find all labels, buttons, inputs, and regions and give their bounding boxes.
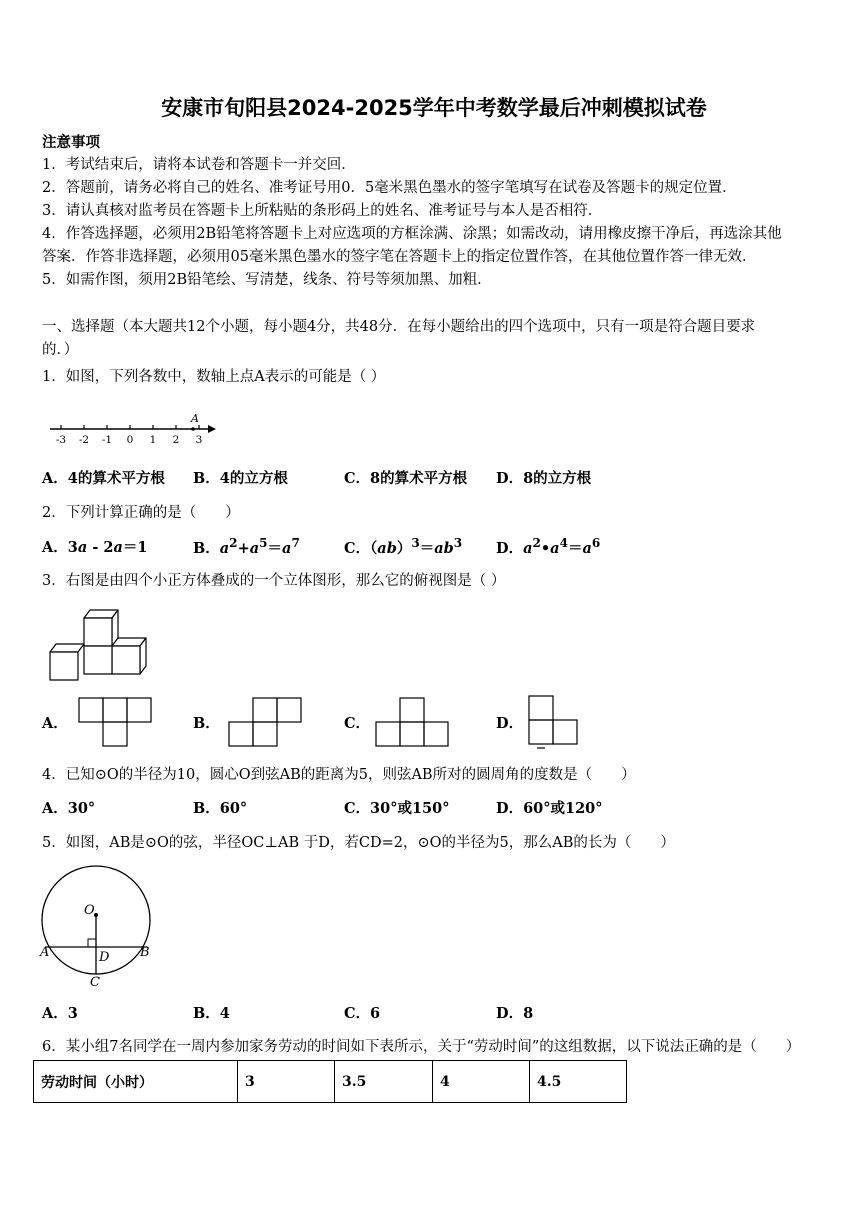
q5-option-a: A．3 xyxy=(42,1005,78,1022)
q2-option-c: C．$(ab)^3=ab^3$ xyxy=(344,536,463,557)
section-line: 一、选择题（本大题共12个小题，每小题4分，共48分．在每小题给出的四个选项中，只有一项是符合题目要求 xyxy=(42,319,756,335)
notice-item: 2．答题前，请务必将自己的姓名、准考证号用0．5毫米黑色墨水的签字笔填写在试卷及答题卡的规定位置． xyxy=(42,180,737,196)
tick-label: 3 xyxy=(195,434,203,446)
q2-option-d: D．$a^2•a^4=a^6$ xyxy=(496,536,601,557)
tick-label: -2 xyxy=(78,434,90,446)
q3-option-c-figure xyxy=(375,697,451,748)
notice-item: 4．作答选择题，必须用2B铅笔将答题卡上对应选项的方框涂满、涂黑；如需改动，请用橡皮擦干净后，再选涂其他 xyxy=(42,226,782,242)
table-cell: 劳动时间（小时） xyxy=(34,1061,238,1103)
q2-option-a: A．3a - 2a＝1 xyxy=(42,539,148,556)
label-d: D xyxy=(99,950,110,965)
tick-label: -1 xyxy=(101,434,113,446)
notice-heading: 注意事项 xyxy=(42,134,100,151)
q5-option-b: B．4 xyxy=(193,1005,230,1022)
q3-option-d-label: D． xyxy=(496,715,524,732)
notice-item: 1．考试结束后，请将本试卷和答题卡一并交回． xyxy=(42,157,356,173)
tick-label: 0 xyxy=(126,434,134,446)
page-title: 安康市旬阳县2024-2025学年中考数学最后冲刺模拟试卷 xyxy=(161,96,707,120)
q6-stem: 6．某小组7名同学在一周内参加家务劳动的时间如下表所示，关于“劳动时间”的这组数据，以下说法正确的是（ ） xyxy=(42,1039,801,1055)
notice-item: 5．如需作图，须用2B铅笔绘、写清楚，线条、符号等须加黑、加粗． xyxy=(42,272,492,288)
q1-option-d: D．8的立方根 xyxy=(496,470,592,487)
notice-item: 答案．作答非选择题，必须用05毫米黑色墨水的签字笔在答题卡上的指定位置作答，在其他位置作答一律无效． xyxy=(42,249,757,265)
table-cell: 3 xyxy=(238,1061,335,1103)
tick-label: 1 xyxy=(149,434,157,446)
q1-option-b: B．4的立方根 xyxy=(193,470,288,487)
q1-option-c: C．8的算术平方根 xyxy=(344,470,468,487)
point-a xyxy=(191,427,195,431)
q1-option-a: A．4的算术平方根 xyxy=(42,470,165,487)
section-line: 的．） xyxy=(42,342,79,358)
q4-option-a: A．30° xyxy=(42,800,96,817)
q5-stem: 5．如图，AB是⊙O的弦，半径OC⊥AB 于D，若CD=2，⊙O的半径为5，那么AB的长为（ ） xyxy=(42,835,675,851)
circle-chord-figure xyxy=(38,860,156,990)
q2-stem: 2．下列计算正确的是（ ） xyxy=(42,505,240,521)
label-a: A xyxy=(40,945,50,960)
notice-item: 3．请认真核对监考员在答题卡上所粘贴的条形码上的姓名、准考证号与本人是否相符． xyxy=(42,203,603,219)
q4-stem: 4．已知⊙O的半径为10，圆心O到弦AB的距离为5，则弦AB所对的圆周角的度数是（ ） xyxy=(42,767,636,783)
right-angle-mark xyxy=(88,939,96,947)
number-line-figure xyxy=(48,410,220,446)
label-c: C xyxy=(90,975,100,990)
q4-option-b: B．60° xyxy=(193,800,248,817)
point-a-label: A xyxy=(191,412,199,425)
tick-label: -3 xyxy=(55,434,67,446)
tick-label: 2 xyxy=(172,434,180,446)
q3-option-a-figure xyxy=(78,697,154,747)
q4-option-d: D．60°或120° xyxy=(496,800,603,817)
q3-stem: 3．右图是由四个小正方体叠成的一个立体图形，那么它的俯视图是（ ） xyxy=(42,573,506,589)
table-row xyxy=(34,1061,627,1103)
label-b: B xyxy=(140,945,150,960)
q3-option-a-label: A． xyxy=(42,715,68,732)
q5-option-d: D．8 xyxy=(496,1005,534,1022)
q3-option-b-label: B． xyxy=(193,715,220,732)
q3-option-b-figure xyxy=(228,697,304,748)
table-cell: 4.5 xyxy=(530,1061,627,1103)
q3-option-d-figure xyxy=(528,695,580,750)
q4-option-c: C．30°或150° xyxy=(344,800,450,817)
q3-option-c-label: C． xyxy=(344,715,371,732)
q2-option-b: B．$a^2+a^5=a^7$ xyxy=(193,536,300,557)
label-o: O xyxy=(84,903,95,918)
labor-time-table xyxy=(33,1060,627,1103)
table-cell: 3.5 xyxy=(335,1061,433,1103)
q5-option-c: C．6 xyxy=(344,1005,381,1022)
q1-stem: 1．如图，下列各数中，数轴上点A表示的可能是（ ） xyxy=(42,369,386,385)
table-cell: 4 xyxy=(433,1061,530,1103)
cube-stack-figure xyxy=(44,604,156,682)
